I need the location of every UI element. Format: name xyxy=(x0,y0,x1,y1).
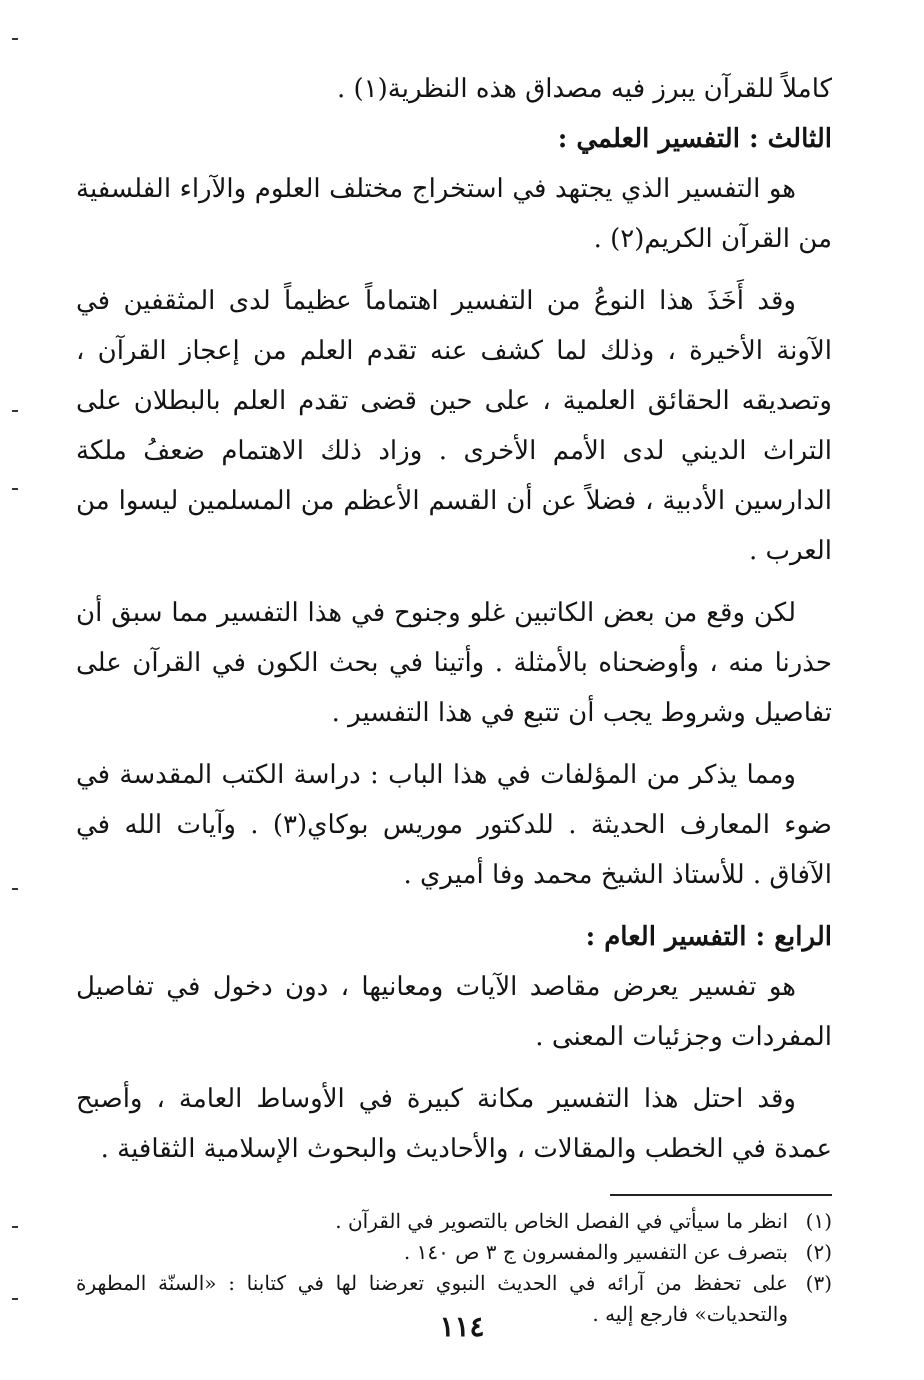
paragraph: هو تفسير يعرض مقاصد الآيات ومعانيها ، دون دخول في تفاصيل المفردات وجزئيات المعنى . xyxy=(76,972,832,1052)
paragraph: ومما يذكر من المؤلفات في هذا الباب : دراسة الكتب المقدسة في ضوء المعارف الحديثة . للدكتور موريس بوكاي(٣) . وآيات الله في الآفاق . للأستاذ الشيخ محمد وفا أميري . xyxy=(76,760,832,890)
paragraph: هو التفسير الذي يجتهد في استخراج مختلف العلوم والآراء الفلسفية من القرآن الكريم(٢) . xyxy=(76,174,832,254)
scan-speck xyxy=(12,488,18,490)
footnote-item xyxy=(76,1237,832,1268)
paragraph: لكن وقع من بعض الكاتبين غلو وجنوح في هذا التفسير مما سبق أن حذرنا منه ، وأوضحناه بالأمثلة . وأتينا في بحث الكون في القرآن على تفاصيل وشروط يجب أن تتبع في هذا التفسير . xyxy=(76,598,832,728)
book-page xyxy=(76,64,832,1330)
footnote-item xyxy=(76,1206,832,1237)
footnote-text: بتصرف عن التفسير والمفسرون ج ٣ ص ١٤٠ . xyxy=(403,1240,788,1264)
scan-speck xyxy=(12,38,18,40)
scan-speck xyxy=(12,1298,18,1300)
scan-speck xyxy=(12,410,18,412)
section-heading-general: الرابع : التفسير العام : xyxy=(585,922,832,952)
footnote-number: (٢) xyxy=(805,1240,832,1264)
section-heading-scientific: الثالث : التفسير العلمي : xyxy=(557,124,832,154)
page-number: ١١٤ xyxy=(439,1310,485,1343)
footnote-divider xyxy=(610,1194,832,1196)
footnote-text: انظر ما سيأتي في الفصل الخاص بالتصوير في القرآن . xyxy=(335,1209,788,1233)
paragraph: وقد احتل هذا التفسير مكانة كبيرة في الأوساط العامة ، وأصبح عمدة في الخطب والمقالات ، والأحاديث والبحوث الإسلامية الثقافية . xyxy=(76,1084,832,1164)
footnote-text: على تحفظ من آرائه في الحديث النبوي تعرضنا لها في كتابنا : «السنّة المطهرة والتحديات» فارجع إليه . xyxy=(76,1271,788,1326)
opening-line: كاملاً للقرآن يبرز فيه مصداق هذه النظرية(١) . xyxy=(336,74,832,104)
scan-speck xyxy=(12,888,18,890)
footnote-number: (١) xyxy=(805,1209,832,1233)
paragraph: وقد أَخَذَ هذا النوعُ من التفسير اهتماماً عظيماً لدى المثقفين في الآونة الأخيرة ، وذلك لما كشف عنه تقدم العلم من إعجاز القرآن ، وتصديقه الحقائق العلمية ، على حين قضى تقدم العلم بالبطلان على التراث الديني لدى الأمم الأخرى . وزاد ذلك الاهتمام ضعفُ ملكة الدارسين الأدبية ، فضلاً عن أن القسم الأعظم من المسلمين ليسوا من العرب . xyxy=(76,286,832,566)
scan-speck xyxy=(12,1226,18,1228)
footnote-number: (٣) xyxy=(805,1271,832,1295)
